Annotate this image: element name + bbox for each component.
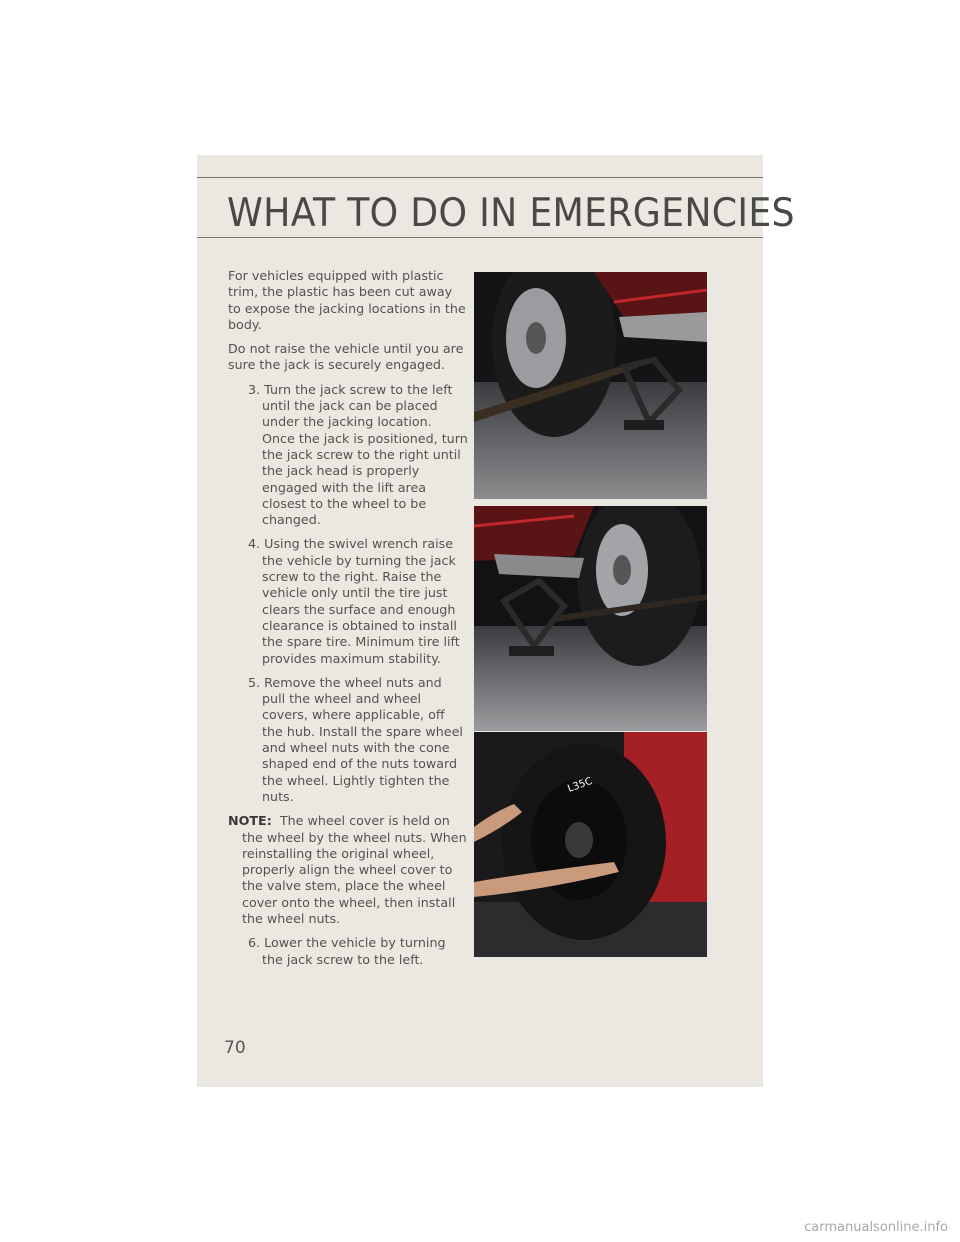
note-text: The wheel cover is held on the wheel by the wheel nuts. When reinstalling the original wheel, properly align the wheel cover to the valve stem, place the wheel cover onto the wheel, then install the wheel nuts.	[242, 813, 467, 926]
manual-page	[197, 155, 795, 1087]
step-number: 5.	[248, 674, 261, 690]
intro-paragraph: For vehicles equipped with plastic trim, the plastic has been cut away to expose the jacking locations in the body.	[228, 268, 466, 332]
header-rule-top	[197, 177, 763, 178]
photo-jack-positioned	[474, 272, 707, 499]
watermark-text: carmanualsonline.info	[804, 1220, 948, 1235]
step-text: Turn the jack screw to the left until the jack can be placed under the jacking location. Once the jack is positioned, turn the jack screw to the right until the jack head is properly engaged with the lift area closest to the wheel to be changed.	[262, 381, 468, 528]
step-text: Using the swivel wrench raise the vehicle by turning the jack screw to the right. Raise the vehicle only until the tire just clears the surface and enough clearance is obtained to install the spare tire. Minimum tire lift provides maximum stability.	[262, 536, 460, 666]
step-number: 3.	[248, 381, 261, 397]
svg-text:L35C: L35C	[566, 775, 594, 795]
warning-paragraph: Do not raise the vehicle until you are sure the jack is securely engaged.	[228, 341, 464, 373]
step-5	[228, 675, 468, 805]
step-number: 4.	[248, 536, 261, 552]
step-text: Remove the wheel nuts and pull the wheel and wheel covers, where applicable, off the hub. Install the spare wheel and wheel nuts with the cone shaped end of the nuts toward the wheel. Lightly tighten the nuts.	[262, 674, 463, 804]
step-number: 6.	[248, 935, 261, 951]
step-text: Lower the vehicle by turning the jack screw to the left.	[262, 935, 446, 967]
page-title: WHAT TO DO IN EMERGENCIES	[227, 191, 795, 236]
note-label: NOTE:	[228, 813, 272, 829]
note-paragraph	[228, 813, 468, 927]
body-text	[228, 268, 468, 976]
photo-vehicle-raised	[474, 506, 707, 731]
step-4	[228, 536, 468, 666]
photo-spare-wheel-install	[474, 732, 707, 957]
step-3	[228, 382, 468, 529]
page-number: 70	[224, 1038, 246, 1058]
step-6	[228, 935, 468, 968]
header-rule-bottom	[197, 237, 763, 238]
